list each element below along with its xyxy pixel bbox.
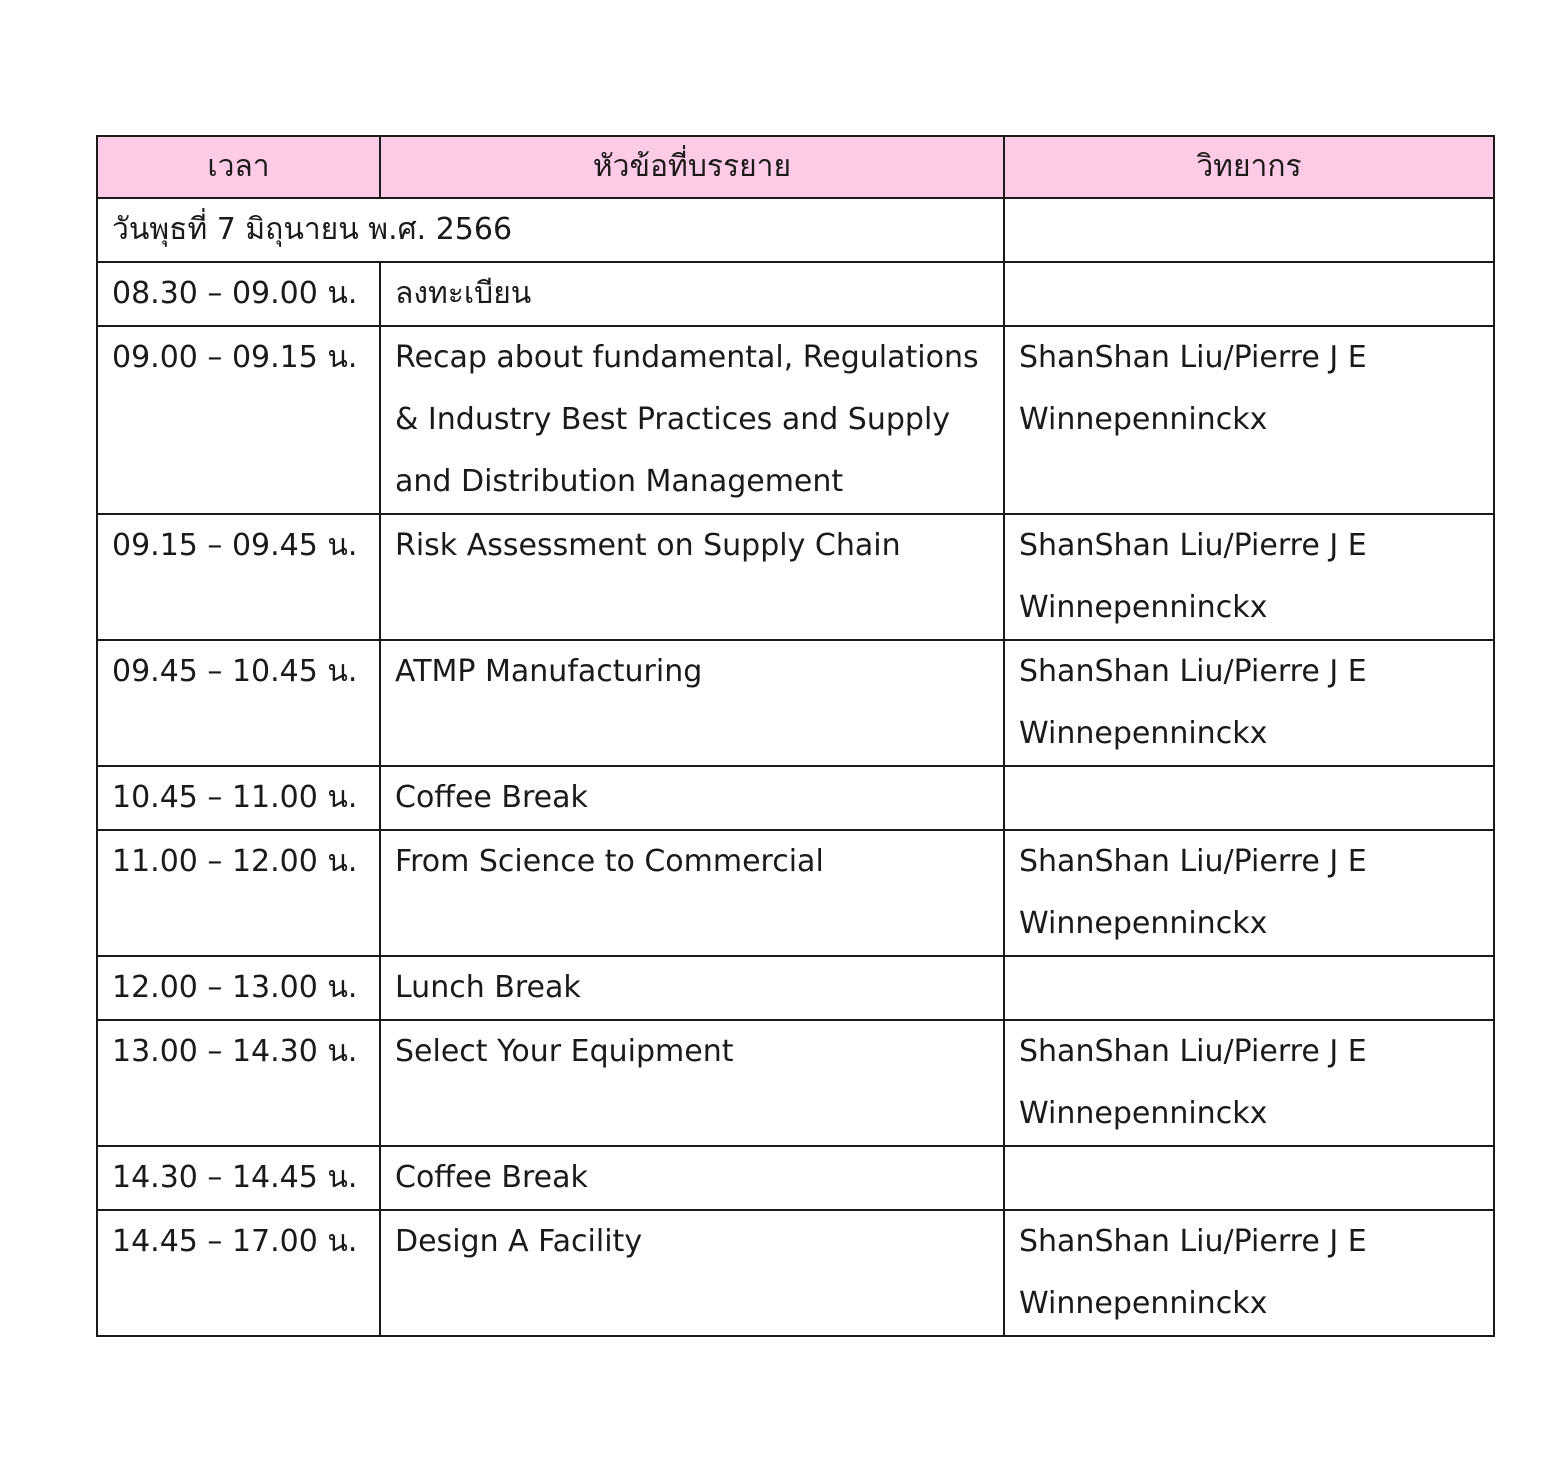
- table-row: [97, 514, 1494, 640]
- topic-cell: [380, 830, 1004, 956]
- topic-line: ลงทะเบียน: [395, 276, 532, 311]
- time-cell: 10.45 – 11.00 น.: [97, 766, 380, 830]
- table-row: [97, 956, 1494, 1020]
- speaker-line: ShanShan Liu/Pierre J E: [1019, 528, 1367, 563]
- table-header-row: [97, 136, 1494, 198]
- topic-line: ATMP Manufacturing: [395, 654, 703, 689]
- speaker-cell: [1004, 956, 1494, 1020]
- table-row: [97, 766, 1494, 830]
- table-row: [97, 640, 1494, 766]
- day-label: วันพุธที่ 7 มิถุนายน พ.ศ. 2566: [97, 198, 1004, 262]
- speaker-cell: [1004, 640, 1494, 766]
- topic-cell: [380, 640, 1004, 766]
- speaker-line: ShanShan Liu/Pierre J E: [1019, 1034, 1367, 1069]
- topic-cell: [380, 1210, 1004, 1336]
- table-row: [97, 1210, 1494, 1336]
- day-row-empty-cell: [1004, 198, 1494, 262]
- speaker-line: Winnepenninckx: [1019, 590, 1268, 625]
- topic-line: Recap about fundamental, Regulations: [395, 340, 979, 375]
- speaker-line: ShanShan Liu/Pierre J E: [1019, 844, 1367, 879]
- day-row: [97, 198, 1494, 262]
- topic-line: Design A Facility: [395, 1224, 643, 1259]
- speaker-line: ShanShan Liu/Pierre J E: [1019, 340, 1367, 375]
- topic-cell: [380, 1146, 1004, 1210]
- time-cell: 09.15 – 09.45 น.: [97, 514, 380, 640]
- speaker-cell: [1004, 514, 1494, 640]
- header-speaker: วิทยากร: [1004, 136, 1494, 198]
- speaker-line: Winnepenninckx: [1019, 906, 1268, 941]
- table-row: [97, 830, 1494, 956]
- topic-line: Lunch Break: [395, 970, 581, 1005]
- time-cell: 13.00 – 14.30 น.: [97, 1020, 380, 1146]
- speaker-line: ShanShan Liu/Pierre J E: [1019, 1224, 1367, 1259]
- speaker-cell: [1004, 1020, 1494, 1146]
- header-time: เวลา: [97, 136, 380, 198]
- speaker-line: Winnepenninckx: [1019, 1286, 1268, 1321]
- time-cell: 09.45 – 10.45 น.: [97, 640, 380, 766]
- topic-cell: [380, 766, 1004, 830]
- table-row: [97, 262, 1494, 326]
- speaker-line: ShanShan Liu/Pierre J E: [1019, 654, 1367, 689]
- topic-line: From Science to Commercial: [395, 844, 824, 879]
- speaker-cell: [1004, 262, 1494, 326]
- speaker-cell: [1004, 830, 1494, 956]
- topic-line: Coffee Break: [395, 780, 588, 815]
- time-cell: 14.30 – 14.45 น.: [97, 1146, 380, 1210]
- topic-line: Coffee Break: [395, 1160, 588, 1195]
- time-cell: 08.30 – 09.00 น.: [97, 262, 380, 326]
- speaker-cell: [1004, 766, 1494, 830]
- time-cell: 14.45 – 17.00 น.: [97, 1210, 380, 1336]
- table-row: [97, 326, 1494, 514]
- table-row: [97, 1146, 1494, 1210]
- speaker-line: Winnepenninckx: [1019, 716, 1268, 751]
- agenda-table: [96, 135, 1495, 1337]
- time-cell: 11.00 – 12.00 น.: [97, 830, 380, 956]
- topic-cell: [380, 1020, 1004, 1146]
- table-row: [97, 1020, 1494, 1146]
- time-cell: 12.00 – 13.00 น.: [97, 956, 380, 1020]
- topic-line: Risk Assessment on Supply Chain: [395, 528, 901, 563]
- time-cell: 09.00 – 09.15 น.: [97, 326, 380, 514]
- speaker-line: Winnepenninckx: [1019, 1096, 1268, 1131]
- topic-line: & Industry Best Practices and Supply: [395, 402, 951, 437]
- speaker-line: Winnepenninckx: [1019, 402, 1268, 437]
- topic-cell: [380, 262, 1004, 326]
- header-topic: หัวข้อที่บรรยาย: [380, 136, 1004, 198]
- speaker-cell: [1004, 326, 1494, 514]
- topic-cell: [380, 326, 1004, 514]
- topic-cell: [380, 956, 1004, 1020]
- topic-cell: [380, 514, 1004, 640]
- topic-line: Select Your Equipment: [395, 1034, 734, 1069]
- speaker-cell: [1004, 1210, 1494, 1336]
- topic-line: and Distribution Management: [395, 464, 844, 499]
- speaker-cell: [1004, 1146, 1494, 1210]
